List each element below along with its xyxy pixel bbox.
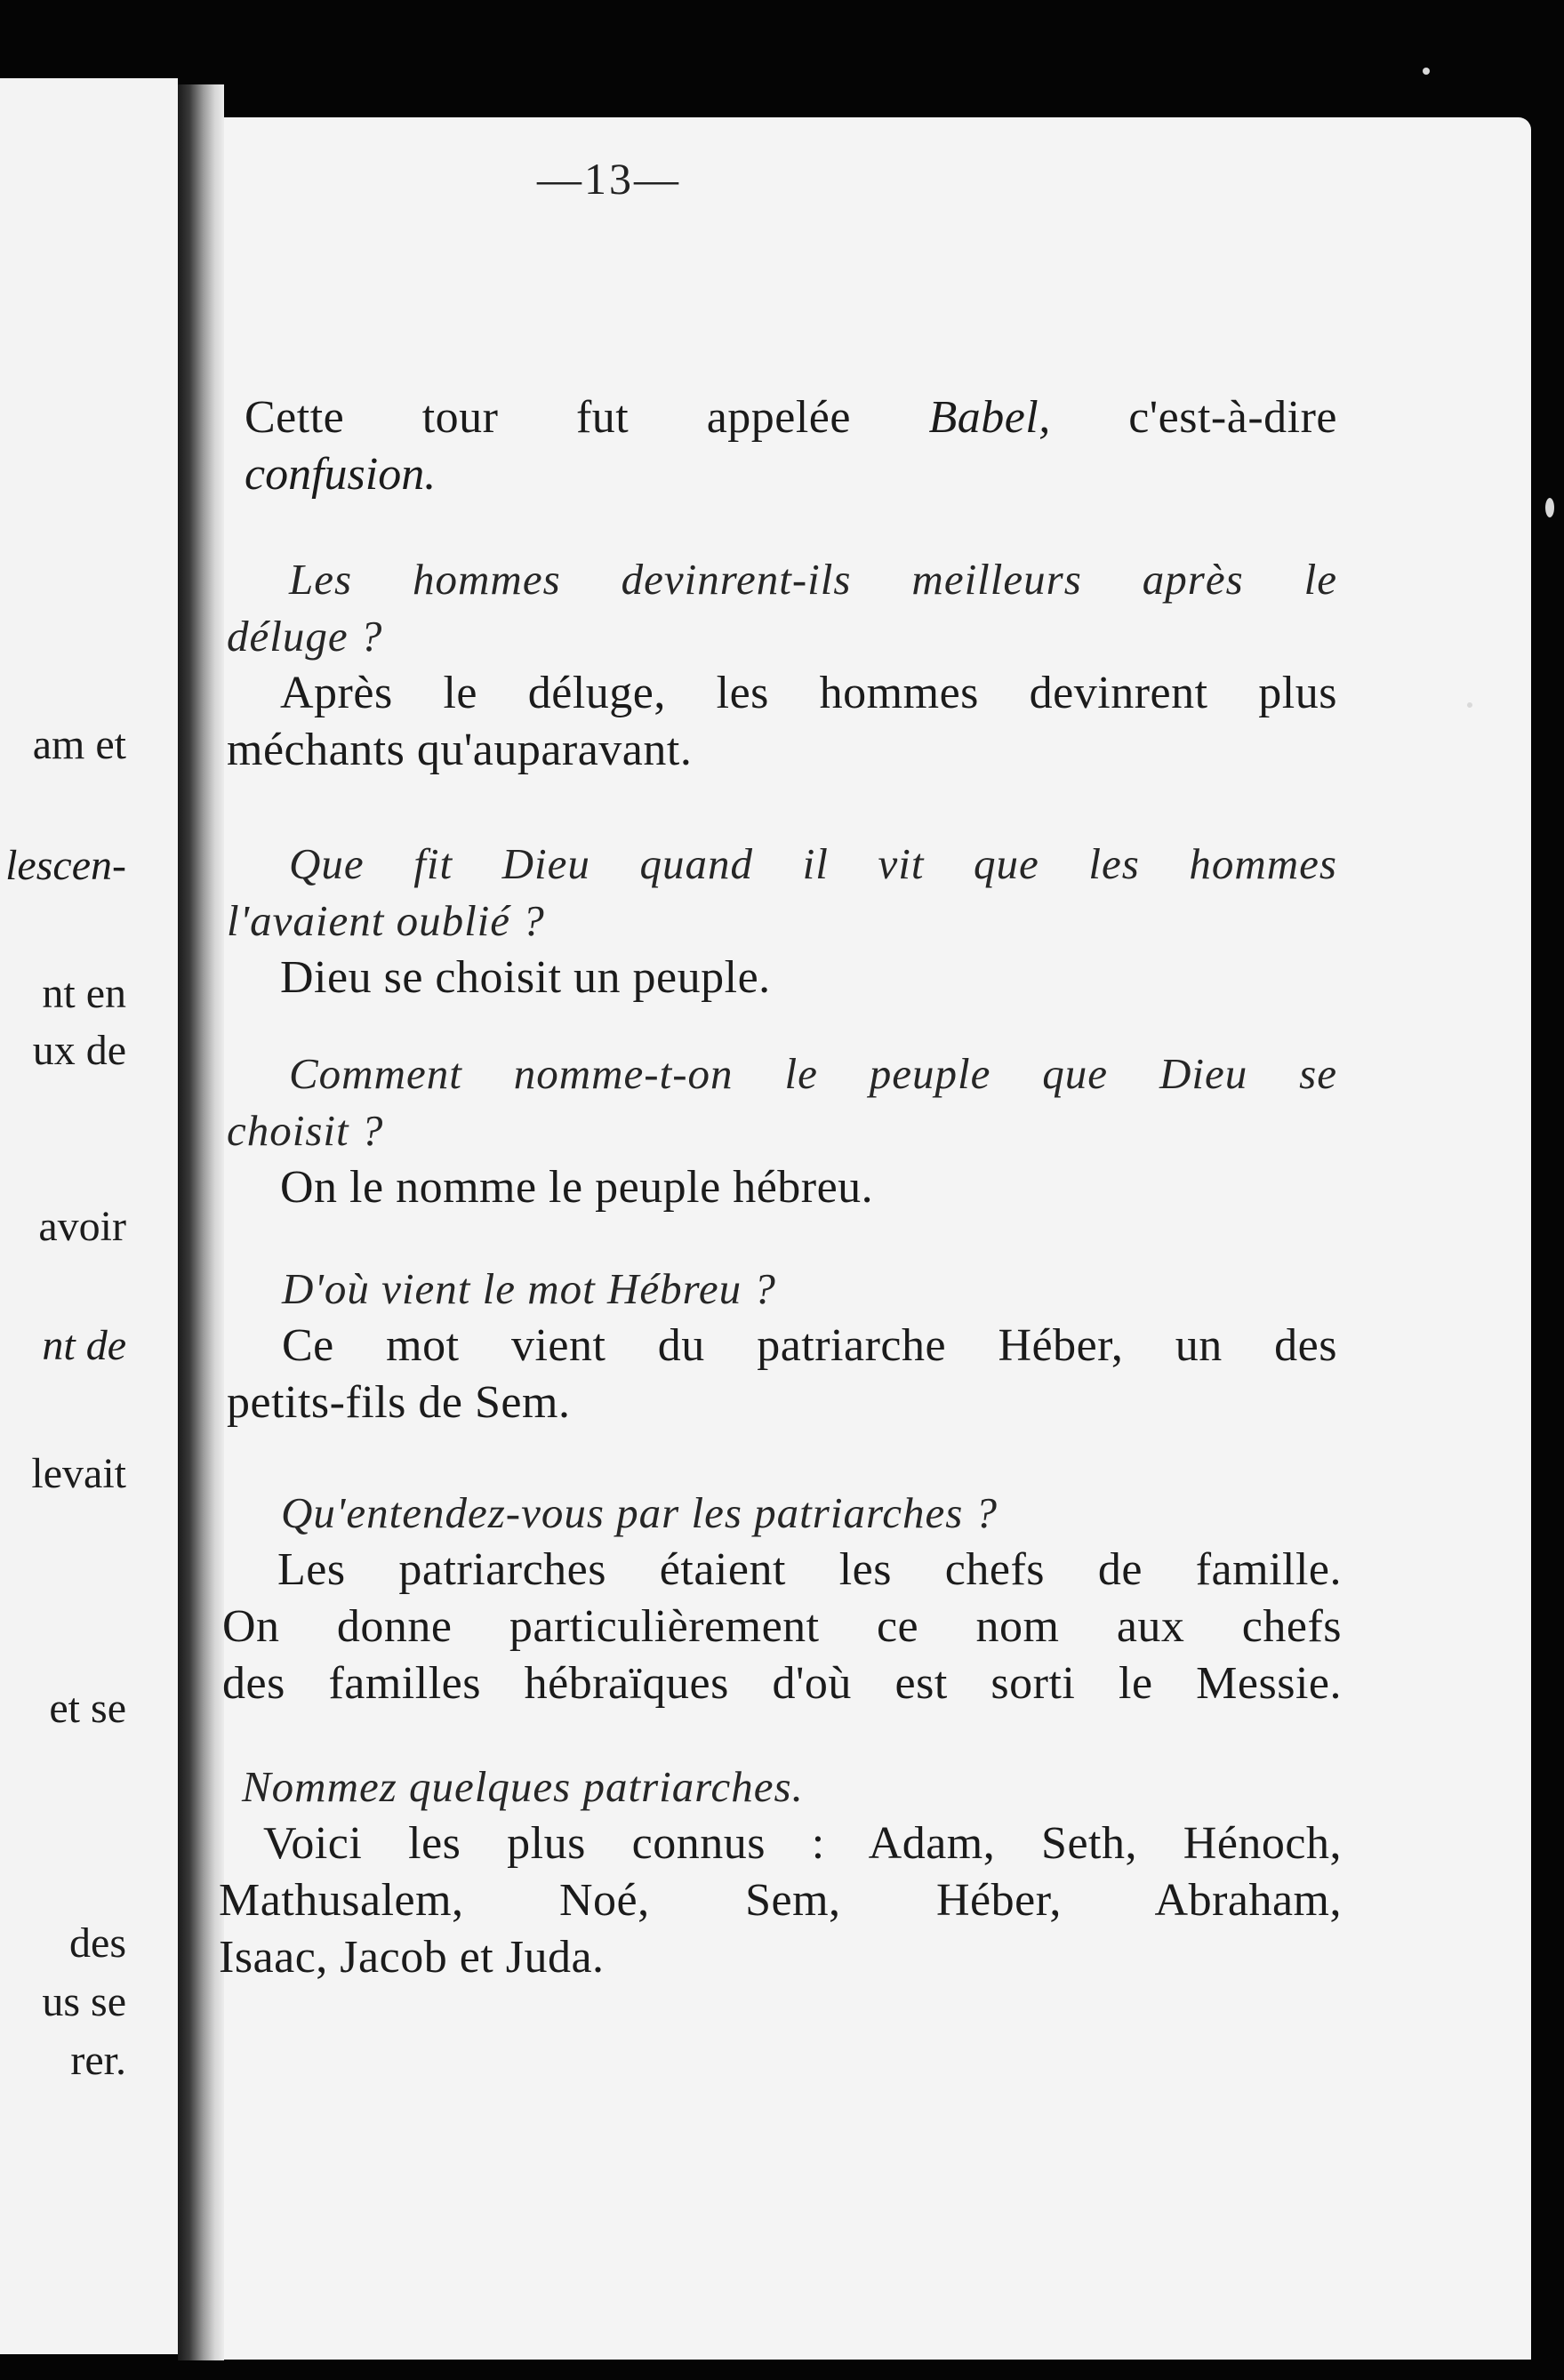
question-line: l'avaient oublié ? (227, 896, 545, 945)
left-text-fragment: us se (42, 1978, 126, 2025)
answer-line: Après le déluge, les hommes devinrent plus (280, 668, 1337, 718)
answer-line: On donne particulièrement ce nom aux chefs (222, 1601, 1342, 1652)
question-line: Comment nomme-t-on le peuple que Dieu se (289, 1049, 1337, 1098)
question-line: Nommez quelques patriarches. (242, 1762, 804, 1811)
intro-line: Cette tour fut appelée Babel, c'est-à-dire (245, 392, 1337, 443)
left-text-fragment: am et (32, 721, 126, 768)
answer-line: Mathusalem, Noé, Sem, Héber, Abraham, (219, 1875, 1342, 1926)
left-text-fragment: avoir (38, 1203, 126, 1250)
left-text-fragment: levait (31, 1450, 126, 1497)
question-line: Que fit Dieu quand il vit que les hommes (289, 839, 1337, 888)
babel-term: Babel, (928, 392, 1051, 443)
left-text-fragment: et se (49, 1685, 126, 1732)
qa-block (219, 1759, 1342, 1986)
left-text-fragment: ux de (32, 1027, 126, 1074)
left-page (0, 78, 178, 2354)
qa-block (222, 1485, 1342, 1712)
left-text-fragment: des (69, 1919, 126, 1967)
answer-line: petits-fils de Sem. (227, 1377, 571, 1428)
answer-line: méchants qu'auparavant. (227, 725, 693, 775)
answer-line: des familles hébraïques d'où est sorti le Messie. (222, 1658, 1342, 1709)
scan-speck (1467, 702, 1472, 708)
answer-line: Les patriarches étaient les chefs de famille. (277, 1544, 1342, 1595)
scan-speck (1423, 68, 1430, 75)
answer-line: Dieu se choisit un peuple. (280, 952, 771, 1003)
left-text-fragment: nt en (42, 970, 126, 1017)
left-text-fragment: lescen- (5, 842, 126, 889)
qa-block (227, 1261, 1337, 1431)
question-line: déluge ? (227, 612, 383, 661)
qa-block (227, 1046, 1337, 1216)
intro-paragraph (245, 389, 1337, 503)
qa-block (227, 551, 1337, 779)
left-text-fragment: rer. (70, 2037, 126, 2084)
left-text-fragment: nt de (42, 1322, 126, 1369)
question-line: D'où vient le mot Hébreu ? (282, 1264, 776, 1313)
answer-line: On le nomme le peuple hébreu. (280, 1162, 874, 1213)
answer-line: Voici les plus connus : Adam, Seth, Hénoch, (263, 1818, 1342, 1869)
book-gutter (178, 84, 224, 2360)
answer-line: Ce mot vient du patriarche Héber, un des (282, 1320, 1337, 1371)
scan-speck (1545, 498, 1554, 517)
page-number: —13— (537, 154, 681, 204)
question-line: Qu'entendez-vous par les patriarches ? (281, 1488, 999, 1537)
question-line: Les hommes devinrent-ils meilleurs après le (289, 555, 1337, 604)
answer-line: Isaac, Jacob et Juda. (219, 1932, 605, 1983)
intro-line: confusion. (245, 449, 437, 500)
question-line: choisit ? (227, 1106, 384, 1155)
qa-block (227, 836, 1337, 1006)
